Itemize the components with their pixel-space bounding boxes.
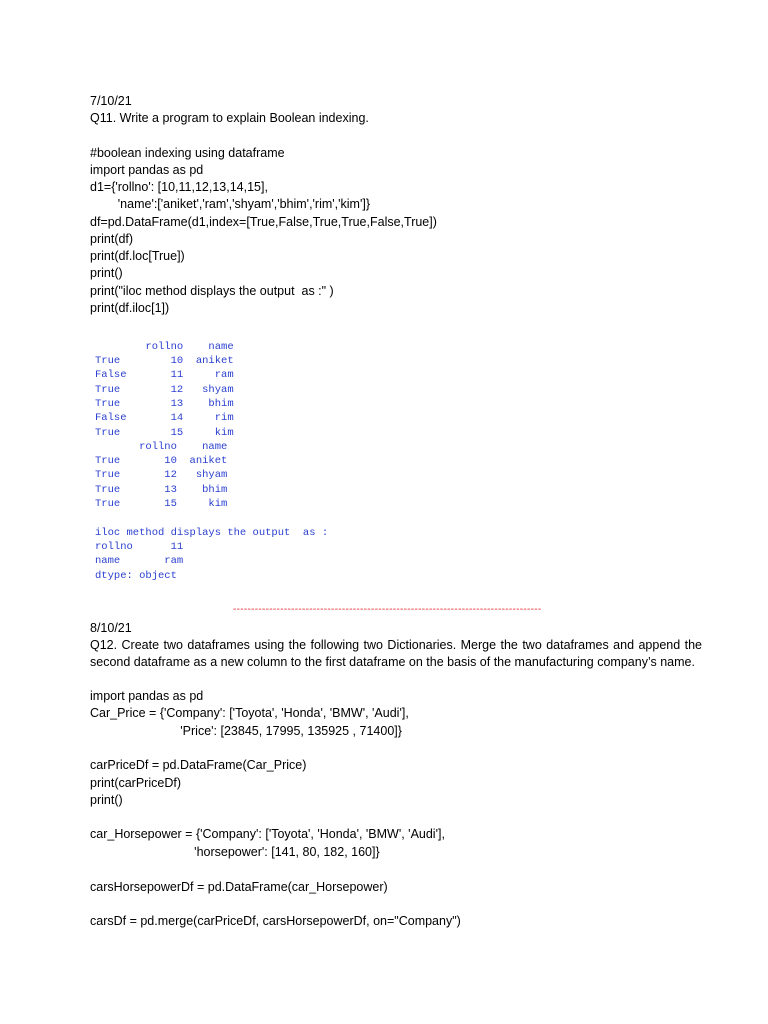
q11-date: 7/10/21 [90, 94, 132, 108]
q11-code-line: d1={'rollno': [10,11,12,13,14,15], [90, 180, 268, 194]
output-df-line: False 11 ram [95, 369, 234, 381]
q12-code-line: carsHorsepowerDf = pd.DataFrame(car_Horsepower) [90, 880, 388, 894]
output-df-line: rollno name [95, 341, 234, 353]
output-df-line: True 13 bhim [95, 398, 234, 410]
q12-question: Q12. Create two dataframes using the following two Dictionaries. Merge the two dataframes and append the second dataframe as a new column to the first dataframe on the basis of the manufacturing company’s name. [90, 638, 702, 669]
output-loc-line: True 13 bhim [95, 484, 228, 496]
q11-code-line: 'name':['aniket','ram','shyam','bhim','rim','kim']} [90, 197, 371, 211]
q12-code-line: import pandas as pd [90, 689, 204, 703]
output-loc-line: rollno name [95, 441, 228, 453]
q11-question: Q11. Write a program to explain Boolean indexing. [90, 111, 369, 125]
q11-code-line: #boolean indexing using dataframe [90, 146, 285, 160]
section-separator: ------------------------------------------------------------------------------------- [233, 604, 542, 615]
q12-code-line: carPriceDf = pd.DataFrame(Car_Price) [90, 758, 307, 772]
output-iloc-line: iloc method displays the output as : [95, 527, 329, 539]
q12-code-line: print() [90, 793, 123, 807]
q12-code-line: 'Price': [23845, 17995, 135925 , 71400]} [90, 724, 402, 738]
output-df-line: True 12 shyam [95, 384, 234, 396]
q12-date: 8/10/21 [90, 621, 132, 635]
q12-code-line: 'horsepower': [141, 80, 182, 160]} [90, 845, 380, 859]
output-loc-line: True 15 kim [95, 498, 228, 510]
output-loc-line: True 10 aniket [95, 455, 228, 467]
output-iloc-line: dtype: object [95, 570, 177, 582]
q12-code-line: print(carPriceDf) [90, 776, 181, 790]
q11-code-line: print(df.iloc[1]) [90, 301, 170, 315]
output-iloc-line: name ram [95, 555, 184, 567]
output-loc-line: True 12 shyam [95, 469, 228, 481]
q11-code-line: import pandas as pd [90, 163, 204, 177]
q11-code-line: print(df) [90, 232, 134, 246]
q11-code-line: print(df.loc[True]) [90, 249, 185, 263]
q11-code-line: print() [90, 266, 123, 280]
q11-code-line: df=pd.DataFrame(d1,index=[True,False,True,True,False,True]) [90, 215, 437, 229]
q12-code-line: Car_Price = {'Company': ['Toyota', 'Honda', 'BMW', 'Audi'], [90, 706, 409, 720]
q12-code-line: car_Horsepower = {'Company': ['Toyota', 'Honda', 'BMW', 'Audi'], [90, 827, 445, 841]
output-iloc-line: rollno 11 [95, 541, 184, 553]
output-df-line: True 10 aniket [95, 355, 234, 367]
q12-code-line: carsDf = pd.merge(carPriceDf, carsHorsepowerDf, on="Company") [90, 914, 461, 928]
output-df-line: True 15 kim [95, 427, 234, 439]
q11-code-line: print("iloc method displays the output as :" ) [90, 284, 334, 298]
output-df-line: False 14 rim [95, 412, 234, 424]
